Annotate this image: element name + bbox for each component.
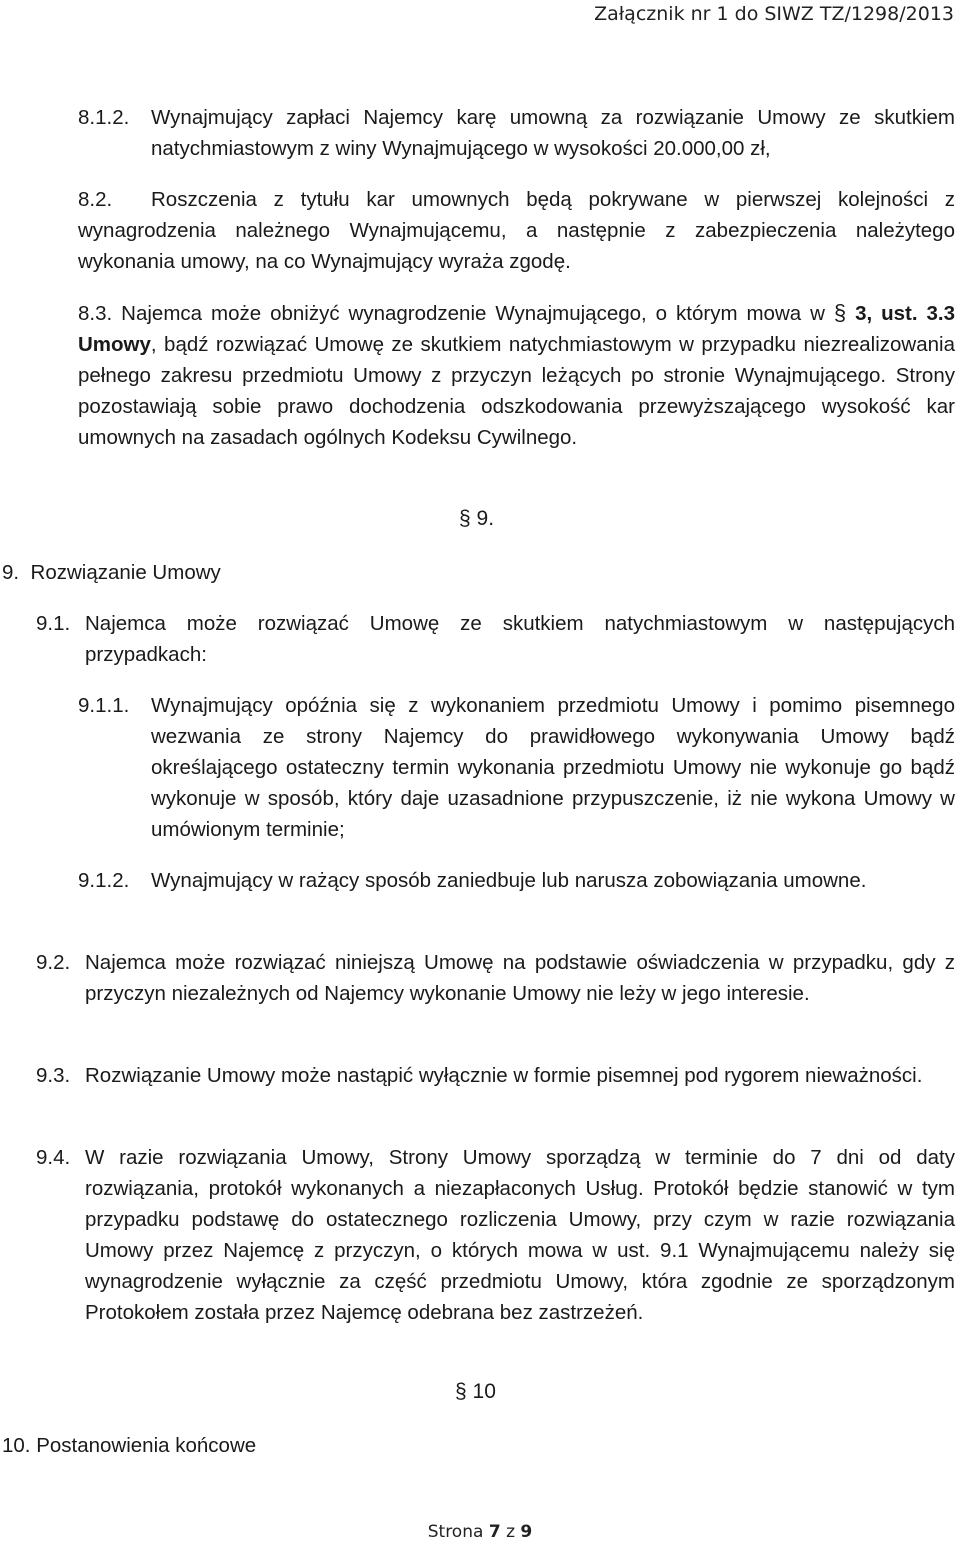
section-symbol: § [833,300,847,325]
clause-text: Wynajmujący zapłaci Najemcy karę umowną za rozwiązanie Umowy ze skutkiem natychmiastowym z winy Wynajmującego w wysokości 20.000,00 zł, [151,106,955,160]
clause-number: 8.3. [78,302,113,325]
section-symbol: § 10 [455,1380,496,1403]
page-number: 7 [488,1522,501,1542]
clause-number: 9.1. [36,612,71,635]
clause-text: Wynajmujący w rażący sposób zaniedbuje lub narusza zobowiązania umowne. [151,869,867,892]
clause-text: Najemca może rozwiązać Umowę ze skutkiem natychmiastowym w następujących przypadkach: [85,612,955,666]
clause-reference: 3, ust. 3.3 Umowy [78,302,955,356]
clause-text: , bądź rozwiązać Umowę ze skutkiem natychmiastowym w przypadku niezrealizowania pełnego zakresu przedmiotu Umowy z przyczyn leżących po stronie Wynajmującego. Strony pozostawiają sobie prawo dochodzenia odszkodowania przewyższającego wysokość kar umownych na zasadach ogólnych Kodeksu Cywilnego. [78,333,955,449]
clause-number: 8.2. [78,188,113,211]
clause-text: W razie rozwiązania Umowy, Strony Umowy sporządzą w terminie do 7 dni od daty rozwiązania, protokół wykonanych a niezapłaconych Usług. Protokół będzie stanowić w tym przypadku podstawę do ostatecznego rozliczenia Umowy, przy czym w razie rozwiązania Umowy przez Najemcę z przyczyn, o których mowa w ust. 9.1 Wynajmującemu należy się wynagrodzenie wyłącznie za część przedmiotu Umowy, która zgodnie ze sporządzonym Protokołem została przez Najemcę odebrana bez zastrzeżeń. [85,1146,955,1324]
page-total: 9 [520,1522,533,1542]
clause-8-3 [78,297,955,453]
clause-text: Rozwiązanie Umowy może nastąpić wyłącznie w formie pisemnej pod rygorem nieważności. [85,1064,923,1087]
clause-text: Najemca może rozwiązać niniejszą Umowę na podstawie oświadczenia w przypadku, gdy z przyczyn niezależnych od Najemcy wykonanie Umowy nie leży w jego interesie. [85,951,955,1005]
clause-number: 8.1.2. [78,106,130,129]
clause-text: Roszczenia z tytułu kar umownych będą pokrywane w pierwszej kolejności z wynagrodzenia należnego Wynajmującemu, a następnie z zabezpieczenia należytego wykonania umowy, na co Wynajmujący wyraża zgodę. [78,188,955,273]
section-heading: 9. Rozwiązanie Umowy [2,561,221,584]
section-heading: 10. Postanowienia końcowe [2,1434,257,1457]
clause-number: 9.3. [36,1064,71,1087]
page-footer: Strona 7 z 9 [427,1522,533,1542]
section-symbol: § 9. [459,507,495,530]
clause-number: 9.1.1. [78,694,130,717]
clause-number: 9.4. [36,1146,71,1169]
clause-number: 9.1.2. [78,869,130,892]
clause-number: 9.2. [36,951,71,974]
clause-text: Wynajmujący opóźnia się z wykonaniem przedmiotu Umowy i pomimo pisemnego wezwania ze strony Najemcy do prawidłowego wykonywania Umowy bądź określającego ostateczny termin wykonania przedmiotu Umowy nie wykonuje go bądź wykonuje w sposób, który daje uzasadnione przypuszczenie, iż nie wykona Umowy w umówionym terminie; [151,694,955,841]
document-header: Załącznik nr 1 do SIWZ TZ/1298/2013 [594,3,954,25]
clause-text: Najemca może obniżyć wynagrodzenie Wynajmującego, o którym mowa w [121,302,825,325]
